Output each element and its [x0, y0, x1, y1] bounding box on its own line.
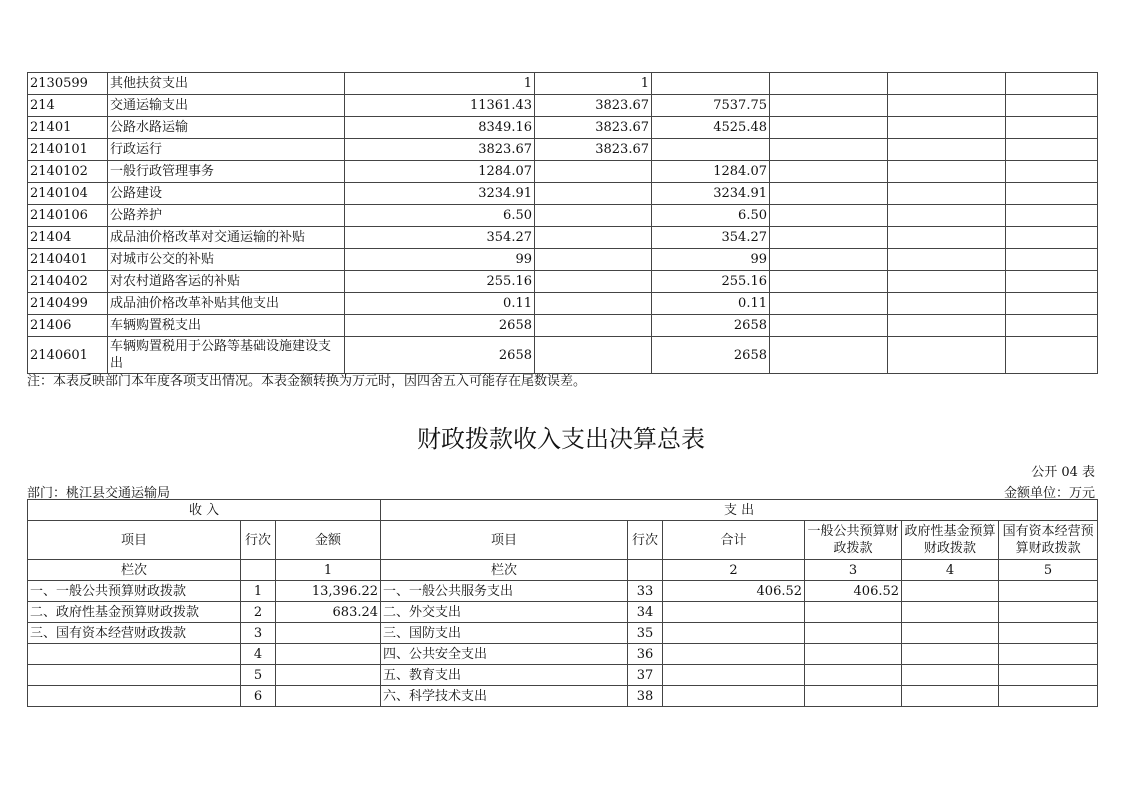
general-amount: [805, 602, 902, 623]
col4-amount: [770, 139, 888, 161]
account-code: 2140106: [28, 205, 108, 227]
table-row: [28, 293, 1098, 315]
account-name: 交通运输支出: [108, 95, 345, 117]
total-amount: 1: [345, 73, 535, 95]
total-amount: 2658: [345, 337, 535, 374]
col5-amount: [888, 315, 1006, 337]
expense-index-label: 栏次: [381, 560, 628, 581]
account-code: 2140102: [28, 161, 108, 183]
col4-amount: [770, 161, 888, 183]
fund-amount: [902, 602, 999, 623]
income-item: [28, 644, 241, 665]
basic-amount: [535, 249, 652, 271]
general-amount: 406.52: [805, 581, 902, 602]
income-line-header: 行次: [241, 521, 276, 560]
account-code: 2140499: [28, 293, 108, 315]
table-row: [28, 227, 1098, 249]
account-code: 21406: [28, 315, 108, 337]
income-amount-header: 金额: [276, 521, 381, 560]
income-amount: [276, 686, 381, 707]
table-row: [28, 337, 1098, 374]
general-amount: [805, 686, 902, 707]
project-amount: 1284.07: [652, 161, 770, 183]
account-code: 2140601: [28, 337, 108, 374]
income-line: 6: [241, 686, 276, 707]
state-amount: [999, 581, 1098, 602]
state-amount: [999, 665, 1098, 686]
col6-amount: [1006, 227, 1098, 249]
expense-item: 四、公共安全支出: [381, 644, 628, 665]
col5-amount: [888, 161, 1006, 183]
expense-line: 33: [628, 581, 663, 602]
income-item: [28, 665, 241, 686]
basic-amount: [535, 293, 652, 315]
fund-index: 4: [902, 560, 999, 581]
col6-amount: [1006, 337, 1098, 374]
expense-line: 34: [628, 602, 663, 623]
table-row: [28, 183, 1098, 205]
col5-amount: [888, 73, 1006, 95]
table-row: [28, 205, 1098, 227]
project-amount: 3234.91: [652, 183, 770, 205]
account-name: 车辆购置税用于公路等基础设施建设支出: [108, 337, 345, 374]
state-amount: [999, 623, 1098, 644]
total-index: 2: [663, 560, 805, 581]
expense-line: 37: [628, 665, 663, 686]
col5-amount: [888, 249, 1006, 271]
table-row: [28, 161, 1098, 183]
income-amount: [276, 665, 381, 686]
project-amount: 4525.48: [652, 117, 770, 139]
col6-amount: [1006, 271, 1098, 293]
expense-item: 三、国防支出: [381, 623, 628, 644]
expense-item: 二、外交支出: [381, 602, 628, 623]
expense-total: [663, 665, 805, 686]
account-code: 2140401: [28, 249, 108, 271]
col4-amount: [770, 73, 888, 95]
account-name: 行政运行: [108, 139, 345, 161]
col6-amount: [1006, 139, 1098, 161]
account-name: 成品油价格改革补贴其他支出: [108, 293, 345, 315]
total-amount: 99: [345, 249, 535, 271]
col4-amount: [770, 315, 888, 337]
income-line: 2: [241, 602, 276, 623]
basic-amount: [535, 183, 652, 205]
basic-amount: 3823.67: [535, 117, 652, 139]
account-code: 21401: [28, 117, 108, 139]
fund-amount: [902, 581, 999, 602]
account-code: 21404: [28, 227, 108, 249]
col6-amount: [1006, 293, 1098, 315]
basic-amount: [535, 337, 652, 374]
basic-amount: [535, 161, 652, 183]
expense-line-header: 行次: [628, 521, 663, 560]
basic-amount: 1: [535, 73, 652, 95]
total-amount: 255.16: [345, 271, 535, 293]
expense-total-header: 合计: [663, 521, 805, 560]
basic-amount: 3823.67: [535, 139, 652, 161]
col6-amount: [1006, 249, 1098, 271]
expense-total: [663, 602, 805, 623]
col6-amount: [1006, 73, 1098, 95]
account-name: 公路建设: [108, 183, 345, 205]
total-amount: 2658: [345, 315, 535, 337]
table-row: [28, 602, 1098, 623]
department-label: 部门：桃江县交通运输局: [27, 486, 171, 501]
fiscal-summary-table: [27, 499, 1098, 707]
fund-amount: [902, 665, 999, 686]
income-line: 4: [241, 644, 276, 665]
expense-item: 一、一般公共服务支出: [381, 581, 628, 602]
income-index-label: 栏次: [28, 560, 241, 581]
basic-amount: [535, 271, 652, 293]
col5-amount: [888, 183, 1006, 205]
expense-item: 五、教育支出: [381, 665, 628, 686]
account-name: 公路水路运输: [108, 117, 345, 139]
col4-amount: [770, 337, 888, 374]
expense-header: 支 出: [381, 500, 1098, 521]
expense-item-header: 项目: [381, 521, 628, 560]
income-item: 一、一般公共预算财政拨款: [28, 581, 241, 602]
table-row: [28, 139, 1098, 161]
col6-amount: [1006, 205, 1098, 227]
account-name: 对城市公交的补贴: [108, 249, 345, 271]
col5-amount: [888, 271, 1006, 293]
col4-amount: [770, 117, 888, 139]
income-line: 3: [241, 623, 276, 644]
general-budget-header: 一般公共预算财政拨款: [805, 521, 902, 560]
income-item: 三、国有资本经营财政拨款: [28, 623, 241, 644]
basic-amount: [535, 315, 652, 337]
account-code: 2140104: [28, 183, 108, 205]
table-row: [28, 623, 1098, 644]
col6-amount: [1006, 161, 1098, 183]
expense-line: 36: [628, 644, 663, 665]
income-item-header: 项目: [28, 521, 241, 560]
project-amount: 0.11: [652, 293, 770, 315]
table-row: [28, 271, 1098, 293]
total-amount: 0.11: [345, 293, 535, 315]
table-number: 公开 04 表: [1031, 465, 1095, 480]
col5-amount: [888, 227, 1006, 249]
total-amount: 11361.43: [345, 95, 535, 117]
expense-detail-table: [27, 72, 1098, 374]
col5-amount: [888, 337, 1006, 374]
project-amount: 354.27: [652, 227, 770, 249]
expense-total: 406.52: [663, 581, 805, 602]
col4-amount: [770, 205, 888, 227]
income-amount: 13,396.22: [276, 581, 381, 602]
income-amount: 683.24: [276, 602, 381, 623]
project-amount: 6.50: [652, 205, 770, 227]
table-row: [28, 95, 1098, 117]
table-row: [28, 117, 1098, 139]
expense-total: [663, 644, 805, 665]
unit-label: 金额单位：万元: [1003, 486, 1095, 501]
table-note: 注：本表反映部门本年度各项支出情况。本表金额转换为万元时，因四舍五入可能存在尾数误差。: [27, 374, 587, 389]
general-amount: [805, 623, 902, 644]
income-line: 1: [241, 581, 276, 602]
table-row: [28, 581, 1098, 602]
table-row: [28, 686, 1098, 707]
expense-total: [663, 686, 805, 707]
page-title: 财政拨款收入支出决算总表: [417, 425, 705, 453]
state-amount: [999, 686, 1098, 707]
col5-amount: [888, 139, 1006, 161]
amount-index: 1: [276, 560, 381, 581]
col4-amount: [770, 183, 888, 205]
total-amount: 354.27: [345, 227, 535, 249]
general-index: 3: [805, 560, 902, 581]
income-header: 收 入: [28, 500, 381, 521]
col6-amount: [1006, 117, 1098, 139]
expense-line-index: [628, 560, 663, 581]
income-amount: [276, 623, 381, 644]
fund-budget-header: 政府性基金预算财政拨款: [902, 521, 999, 560]
total-amount: 3234.91: [345, 183, 535, 205]
expense-line: 38: [628, 686, 663, 707]
table-row: [28, 73, 1098, 95]
income-amount: [276, 644, 381, 665]
general-amount: [805, 665, 902, 686]
account-name: 对农村道路客运的补贴: [108, 271, 345, 293]
col4-amount: [770, 227, 888, 249]
table-row: [28, 644, 1098, 665]
total-amount: 3823.67: [345, 139, 535, 161]
col5-amount: [888, 117, 1006, 139]
col4-amount: [770, 95, 888, 117]
income-item: 二、政府性基金预算财政拨款: [28, 602, 241, 623]
total-amount: 6.50: [345, 205, 535, 227]
state-capital-header: 国有资本经营预算财政拨款: [999, 521, 1098, 560]
account-code: 2130599: [28, 73, 108, 95]
project-amount: 255.16: [652, 271, 770, 293]
col5-amount: [888, 293, 1006, 315]
income-line: 5: [241, 665, 276, 686]
income-item: [28, 686, 241, 707]
expense-item: 六、科学技术支出: [381, 686, 628, 707]
account-name: 车辆购置税支出: [108, 315, 345, 337]
fund-amount: [902, 686, 999, 707]
account-name: 一般行政管理事务: [108, 161, 345, 183]
col4-amount: [770, 271, 888, 293]
col4-amount: [770, 249, 888, 271]
state-index: 5: [999, 560, 1098, 581]
total-amount: 8349.16: [345, 117, 535, 139]
account-name: 成品油价格改革对交通运输的补贴: [108, 227, 345, 249]
col5-amount: [888, 205, 1006, 227]
table-row: [28, 315, 1098, 337]
total-amount: 1284.07: [345, 161, 535, 183]
fund-amount: [902, 623, 999, 644]
account-code: 2140402: [28, 271, 108, 293]
table-row: [28, 249, 1098, 271]
expense-line: 35: [628, 623, 663, 644]
account-name: 其他扶贫支出: [108, 73, 345, 95]
basic-amount: 3823.67: [535, 95, 652, 117]
col6-amount: [1006, 183, 1098, 205]
col6-amount: [1006, 315, 1098, 337]
income-line-index: [241, 560, 276, 581]
project-amount: 2658: [652, 315, 770, 337]
col4-amount: [770, 293, 888, 315]
project-amount: 2658: [652, 337, 770, 374]
col6-amount: [1006, 95, 1098, 117]
state-amount: [999, 644, 1098, 665]
general-amount: [805, 644, 902, 665]
project-amount: [652, 73, 770, 95]
col5-amount: [888, 95, 1006, 117]
basic-amount: [535, 205, 652, 227]
table-row: [28, 665, 1098, 686]
basic-amount: [535, 227, 652, 249]
fund-amount: [902, 644, 999, 665]
account-code: 214: [28, 95, 108, 117]
state-amount: [999, 602, 1098, 623]
account-name: 公路养护: [108, 205, 345, 227]
project-amount: [652, 139, 770, 161]
project-amount: 7537.75: [652, 95, 770, 117]
expense-total: [663, 623, 805, 644]
account-code: 2140101: [28, 139, 108, 161]
project-amount: 99: [652, 249, 770, 271]
